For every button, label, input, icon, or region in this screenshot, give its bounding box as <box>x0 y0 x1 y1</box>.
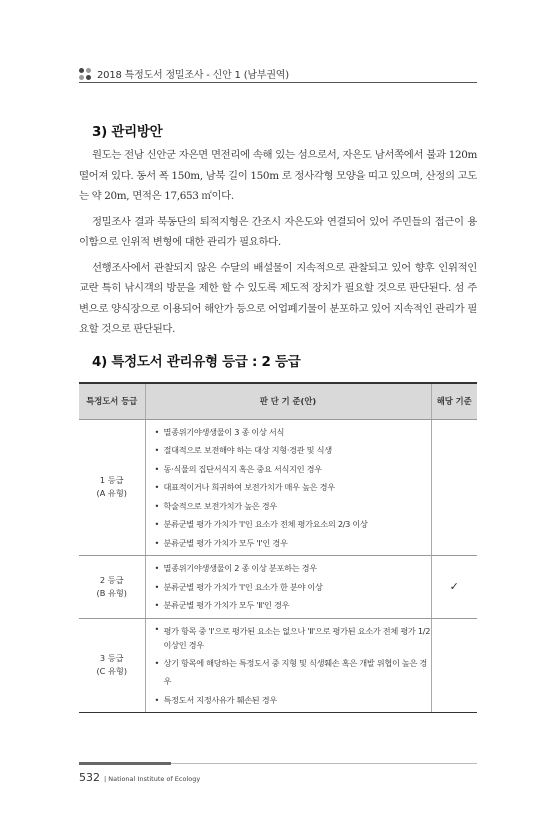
paragraph: 원도는 전남 신안군 자은면 면전리에 속해 있는 섬으로서, 자은도 남서쪽에서 불과 120m 떨어져 있다. 동서 폭 150m, 남북 길이 150m 로 정사각형 모양을 띠고 있으며, 산정의 고도는 약 20m, 면적은 17,653 ㎡이다. <box>79 149 477 202</box>
applicable-mark <box>431 618 477 713</box>
grade-cell <box>79 556 145 619</box>
criteria-item: • 분류군별 평가 가치가 'Ⅰ'인 요소가 전체 평가요소의 2/3 이상 <box>155 515 431 534</box>
section-4-title: 4) 특정도서 관리유형 등급 : 2 등급 <box>92 354 301 370</box>
criteria-item: • 멸종위기야생생물이 2 종 이상 분포하는 경우 <box>155 559 431 578</box>
criteria-item: • 대표적이거나 희귀하여 보전가치가 매우 높은 경우 <box>155 478 431 497</box>
check-icon: ✓ <box>431 556 477 619</box>
applicable-mark <box>431 419 477 556</box>
section-3-body <box>79 145 477 345</box>
grade-type: (A 유형) <box>96 488 127 499</box>
column-header-criteria: 판 단 기 준(안) <box>145 383 431 419</box>
footer-accent-bar <box>79 762 171 765</box>
table-row <box>79 618 477 713</box>
grade-label: 1 등급 <box>99 475 124 486</box>
table-row <box>79 556 477 619</box>
criteria-item: • 평가 항목 중 'Ⅰ'으로 평가된 요소는 없으나 'Ⅱ'으로 평가된 요소가 전체 평가 1/2 이상인 경우 <box>155 622 431 654</box>
criteria-item: • 특정도서 지정사유가 훼손된 경우 <box>155 691 431 710</box>
criteria-cell <box>145 556 431 619</box>
grade-cell <box>79 419 145 556</box>
criteria-item: • 동·식물의 집단서식지 혹은 중요 서식지인 경우 <box>155 460 431 479</box>
criteria-cell <box>145 618 431 713</box>
criteria-item: • 상기 항목에 해당하는 특정도서 중 지형 및 식생훼손 혹은 개발 위협이 높은 경우 <box>155 654 431 691</box>
criteria-item: • 멸종위기야생생물이 3 종 이상 서식 <box>155 423 431 442</box>
page-number: 532 <box>79 771 100 784</box>
criteria-item: • 분류군별 평가 가치가 'Ⅰ'인 요소가 한 분야 이상 <box>155 578 431 597</box>
paragraph: 정밀조사 결과 북동단의 퇴적지형은 간조시 자은도와 연결되어 있어 주민들의 접근이 용이함으로 인위적 변형에 대한 관리가 필요하다. <box>79 215 477 248</box>
table-row <box>79 419 477 556</box>
grade-cell <box>79 618 145 713</box>
criteria-item: • 절대적으로 보전해야 하는 대상 지형·경관 및 식생 <box>155 441 431 460</box>
page-footer <box>79 771 200 784</box>
grade-label: 2 등급 <box>99 574 124 585</box>
column-header-grade: 특정도서 등급 <box>79 383 145 419</box>
criteria-item: • 학술적으로 보전가치가 높은 경우 <box>155 497 431 516</box>
grade-label: 3 등급 <box>99 653 124 664</box>
section-3-title: 3) 관리방안 <box>92 124 163 140</box>
running-header <box>79 66 289 81</box>
column-header-applicable: 해당 기준 <box>431 383 477 419</box>
grade-type: (B 유형) <box>96 587 127 598</box>
footer-institution: | National Institute of Ecology <box>104 775 201 783</box>
header-title: 2018 특정도서 정밀조사 - 신안 1 (남부권역) <box>97 70 289 81</box>
grade-criteria-table <box>79 382 477 713</box>
paragraph: 선행조사에서 관찰되지 않은 수달의 배설물이 지속적으로 관찰되고 있어 향후 인위적인 교란 특히 낚시객의 방문을 제한 할 수 있도록 제도적 장치가 필요할 것으로 판단된다. 섬 주변으로 양식장으로 이용되어 해안가 등으로 어업폐기물이 분포하고 있어 지속적인 관리가 필요할 것으로 판단된다. <box>79 261 477 335</box>
criteria-item: • 분류군별 평가 가치가 모두 'Ⅱ'인 경우 <box>155 596 431 615</box>
header-dots-icon <box>79 68 91 80</box>
criteria-item: • 분류군별 평가 가치가 모두 'Ⅰ'인 경우 <box>155 534 431 553</box>
grade-type: (C 유형) <box>96 666 128 677</box>
header-divider <box>79 82 477 83</box>
criteria-cell <box>145 419 431 556</box>
